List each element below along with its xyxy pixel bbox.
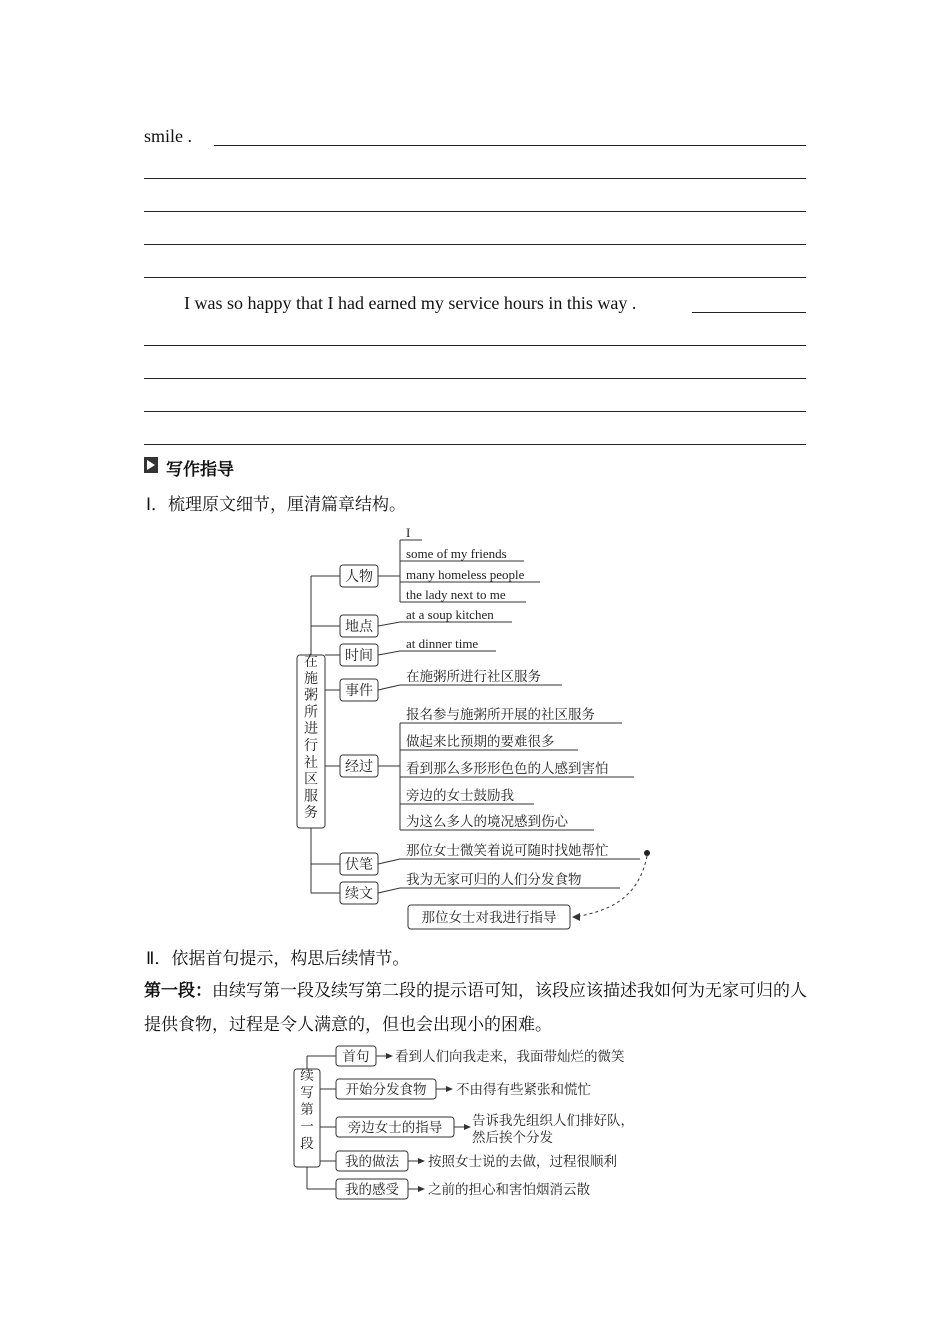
branch-label-event: 事件 xyxy=(345,683,373,699)
process-item: 为这么多人的境况感到伤心 xyxy=(406,814,568,830)
branch-label-continue: 续文 xyxy=(345,886,373,902)
arrow-head xyxy=(386,1053,393,1059)
place-item: at a soup kitchen xyxy=(406,607,494,622)
d2-label-start: 开始分发食物 xyxy=(345,1082,427,1098)
arrow-head xyxy=(572,913,580,921)
d2-label-action: 我的做法 xyxy=(345,1154,399,1170)
arrow-head xyxy=(418,1158,425,1164)
people-item: many homeless people xyxy=(406,567,525,582)
guide-title: 写作指导 xyxy=(166,460,234,480)
process-item: 旁边的女士鼓励我 xyxy=(406,788,514,804)
d2-label-feeling: 我的感受 xyxy=(345,1182,399,1198)
section2-title: Ⅱ．依据首句提示，构思后续情节。 xyxy=(146,949,410,969)
d2-text-start: 不由得有些紧张和慌忙 xyxy=(456,1082,591,1098)
paragraph1-desc xyxy=(144,974,808,1042)
branch-label-foreshadow: 伏笔 xyxy=(345,857,373,873)
paragraph1-label: 第一段： xyxy=(144,981,212,1001)
d2-text-action: 按照女士说的去做，过程很顺利 xyxy=(428,1154,617,1170)
writing-line1-start: smile . xyxy=(144,126,192,146)
dot-marker xyxy=(644,850,650,856)
arrow-head xyxy=(446,1086,453,1092)
d2-text-first: 看到人们向我走来，我面带灿烂的微笑 xyxy=(395,1049,625,1065)
diagram2-root: 续写第一段 xyxy=(300,1068,314,1152)
people-item: the lady next to me xyxy=(406,587,506,602)
branch-label-time: 时间 xyxy=(345,648,373,664)
people-item: I xyxy=(406,525,411,540)
foreshadow-item: 那位女士微笑着说可随时找她帮忙 xyxy=(406,843,609,859)
d2-text-guide-2: 然后挨个分发 xyxy=(472,1130,553,1146)
event-item: 在施粥所进行社区服务 xyxy=(406,669,541,685)
time-item: at dinner time xyxy=(406,636,479,651)
result-box-text: 那位女士对我进行指导 xyxy=(421,910,557,926)
arrow-head xyxy=(464,1124,471,1130)
process-item: 做起来比预期的要难很多 xyxy=(406,734,555,750)
paragraph1-text: 由续写第一段及续写第二段的提示语可知，该段应该描述我如何为无家可归的人提供食物，过程是令人满意的，但也会出现小的困难。 xyxy=(144,981,807,1035)
root-text-group xyxy=(304,654,318,821)
writing-para2-start: I was so happy that I had earned my service hours in this way . xyxy=(184,293,637,313)
section1-title: Ⅰ．梳理原文细节，厘清篇章结构。 xyxy=(146,495,407,515)
d2-text-feeling: 之前的担心和害怕烟消云散 xyxy=(428,1182,590,1198)
process-item: 报名参与施粥所开展的社区服务 xyxy=(406,707,595,723)
branch-label-people: 人物 xyxy=(345,569,373,585)
d2-label-first: 首句 xyxy=(342,1049,370,1065)
d2-text-guide: 告诉我先组织人们排好队， xyxy=(472,1113,634,1129)
process-item: 看到那么多形形色色的人感到害怕 xyxy=(406,761,609,777)
diagram1-root: 在施粥所进行社区服务 xyxy=(304,654,318,822)
people-item: some of my friends xyxy=(406,546,507,561)
d2-label-guide: 旁边女士的指导 xyxy=(347,1120,443,1136)
branch-label-process: 经过 xyxy=(345,759,373,775)
continue-item: 我为无家可归的人们分发食物 xyxy=(406,872,582,888)
arrow-head xyxy=(418,1186,425,1192)
branch-label-place: 地点 xyxy=(345,619,373,635)
